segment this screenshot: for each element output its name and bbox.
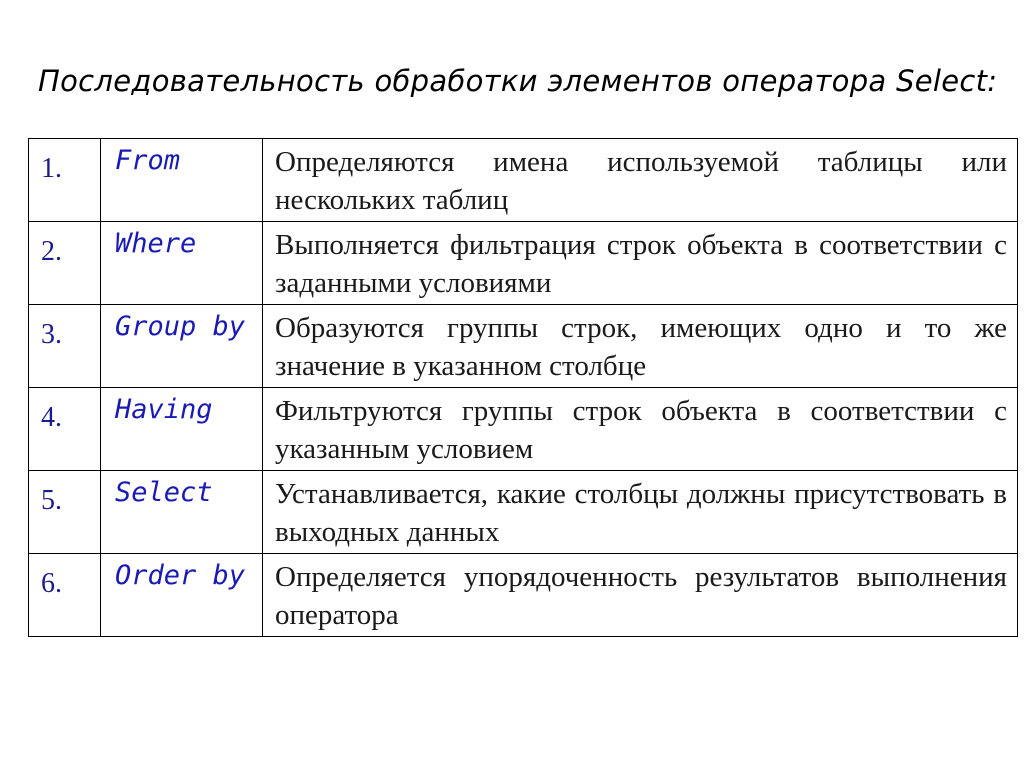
row-number: 1. — [29, 139, 101, 222]
table-row — [29, 139, 1018, 222]
row-description: Определяются имена используемой таблицы или нескольких таблиц — [263, 139, 1018, 222]
operator-sequence-table — [28, 138, 1018, 637]
table-row — [29, 471, 1018, 554]
row-keyword: Order by — [101, 554, 263, 637]
row-description: Устанавливается, какие столбцы должны присутствовать в выходных данных — [263, 471, 1018, 554]
row-number: 4. — [29, 388, 101, 471]
row-description: Образуются группы строк, имеющих одно и то же значение в указанном столбце — [263, 305, 1018, 388]
table-row — [29, 388, 1018, 471]
row-number: 3. — [29, 305, 101, 388]
row-description: Определяется упорядоченность результатов выполнения оператора — [263, 554, 1018, 637]
row-keyword: Group by — [101, 305, 263, 388]
row-description: Выполняется фильтрация строк объекта в соответствии с заданными условиями — [263, 222, 1018, 305]
slide-title: Последовательность обработки элементов оператора Select: — [38, 64, 998, 98]
table-row — [29, 222, 1018, 305]
table-row — [29, 305, 1018, 388]
table-row — [29, 554, 1018, 637]
row-number: 6. — [29, 554, 101, 637]
row-keyword: Where — [101, 222, 263, 305]
row-keyword: Select — [101, 471, 263, 554]
row-keyword: Having — [101, 388, 263, 471]
row-description: Фильтруются группы строк объекта в соответствии с указанным условием — [263, 388, 1018, 471]
row-number: 5. — [29, 471, 101, 554]
row-number: 2. — [29, 222, 101, 305]
row-keyword: From — [101, 139, 263, 222]
